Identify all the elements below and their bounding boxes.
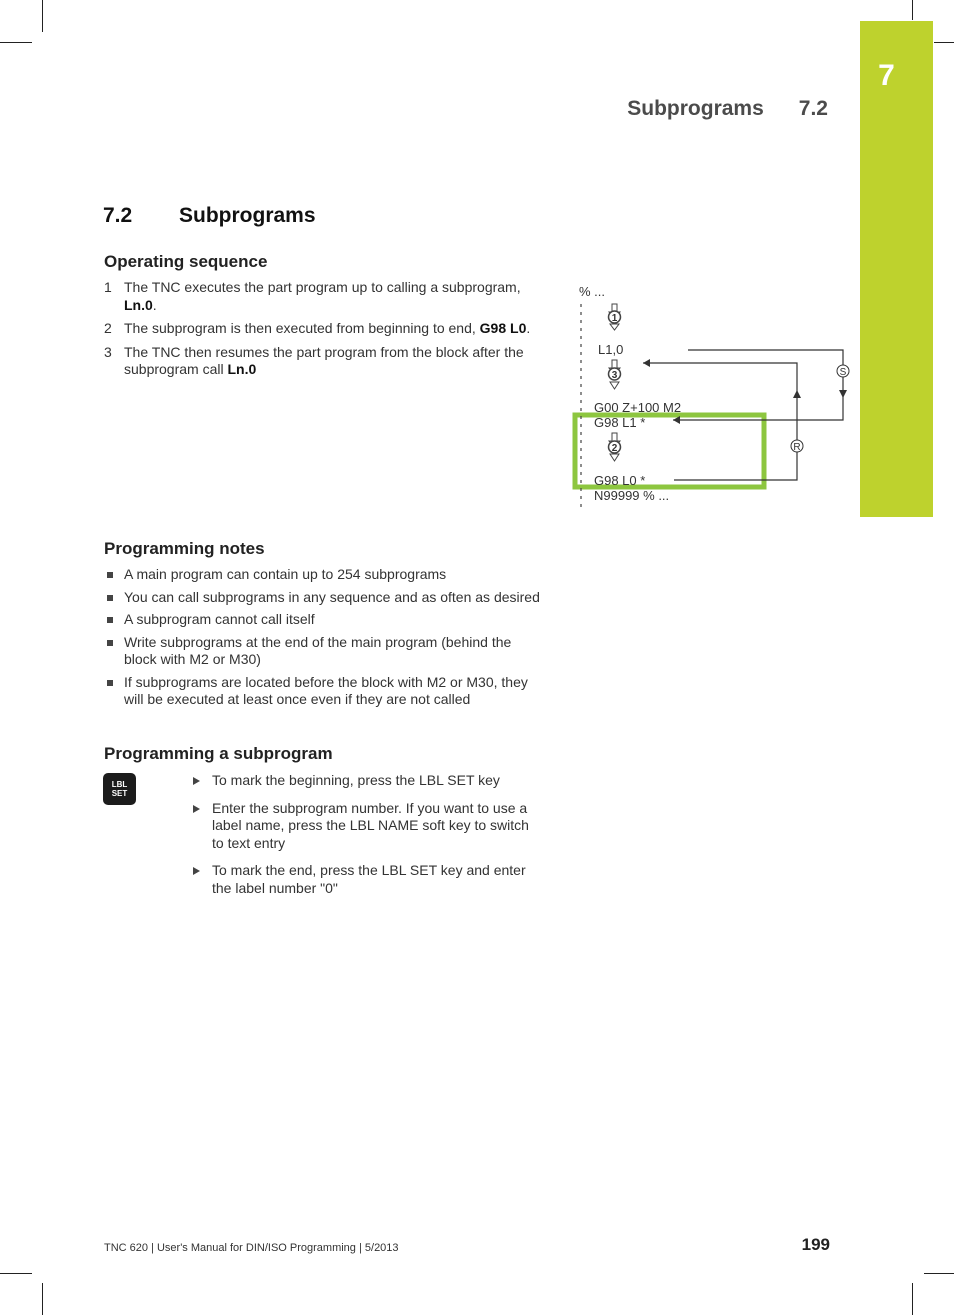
page-number: 199 (801, 1235, 830, 1254)
crop-mark (924, 1273, 954, 1274)
crop-mark (42, 1283, 43, 1315)
bullet-square-icon (107, 680, 113, 686)
section-heading (103, 204, 316, 228)
chapter-number: 7 (878, 59, 895, 92)
step-arrow-icon (193, 867, 200, 875)
step-1-arrow (609, 304, 621, 330)
step-item: To mark the beginning, press the LBL SET key (192, 772, 542, 790)
list-item: 2 The subprogram is then executed from beginning to end, G98 L0. (104, 320, 531, 336)
step-item: To mark the end, press the LBL SET key and enter the label number "0" (192, 862, 542, 897)
step-badge-1: 1 (611, 313, 618, 324)
code-term: G98 L0 (479, 320, 527, 336)
list-item: A subprogram cannot call itself (104, 611, 544, 629)
crop-mark (912, 0, 913, 20)
programming-notes-list (104, 566, 544, 714)
crop-mark (934, 42, 954, 43)
bullet-square-icon (107, 640, 113, 646)
label-r: R (793, 442, 801, 453)
list-item: A main program can contain up to 254 subprograms (104, 566, 544, 584)
list-item: If subprograms are located before the block with M2 or M30, they will be executed at least once even if they are not called (104, 674, 544, 709)
running-head-title: Subprograms (627, 97, 764, 120)
list-item: 1 The TNC executes the part program up to calling a subprogram, Ln.0. (104, 279, 521, 313)
step-arrow-icon (193, 777, 200, 785)
section-title: Subprograms (179, 204, 316, 227)
list-number: 1 (104, 279, 112, 295)
line-g00: G00 Z+100 M2 (594, 400, 682, 415)
subprogram-flow-diagram (570, 282, 860, 512)
operating-sequence-heading: Operating sequence (104, 252, 268, 271)
operating-sequence-list (104, 279, 544, 384)
crop-mark (0, 1273, 32, 1274)
label-s: S (839, 367, 847, 378)
list-item: You can call subprograms in any sequence and as often as desired (104, 589, 544, 607)
chapter-tab (860, 21, 933, 517)
list-item: 3 The TNC then resumes the part program from the block after the subprogram call Ln.0 (104, 343, 524, 377)
section-number: 7.2 (103, 204, 133, 227)
crop-mark (0, 42, 32, 43)
footer-text: TNC 620 | User's Manual for DIN/ISO Programming | 5/2013 (104, 1242, 399, 1254)
line-l10: L1,0 (598, 342, 624, 357)
step-3-arrow (609, 360, 621, 389)
list-item: Write subprograms at the end of the main program (behind the block with M2 or M30) (104, 634, 544, 669)
step-badge-3: 3 (611, 370, 618, 381)
programming-subprogram-heading: Programming a subprogram (104, 744, 333, 763)
bullet-square-icon (107, 595, 113, 601)
list-number: 3 (104, 343, 112, 360)
running-head-section: 7.2 (798, 97, 828, 120)
line-g98-l0: G98 L0 * (594, 473, 646, 488)
programming-steps-list (192, 772, 542, 907)
step-arrow-icon (193, 805, 200, 813)
step-badge-2: 2 (611, 443, 618, 454)
bullet-square-icon (107, 572, 113, 578)
list-number: 2 (104, 320, 112, 336)
crop-mark (912, 1283, 913, 1315)
line-g98-l1: G98 L1 * (594, 415, 646, 430)
line-n99999: N99999 % ... (594, 488, 670, 503)
crop-mark (42, 0, 43, 32)
step-2-arrow (609, 433, 621, 461)
code-term: Ln.0 (227, 361, 257, 377)
lbl-set-key-icon: LBL SET (103, 773, 136, 805)
step-item: Enter the subprogram number. If you want to use a label name, press the LBL NAME soft key to switch to text entry (192, 800, 542, 853)
programming-notes-heading: Programming notes (104, 539, 265, 558)
line-percent: % ... (579, 284, 606, 299)
code-term: Ln.0 (124, 296, 153, 313)
bullet-square-icon (107, 617, 113, 623)
running-head (560, 97, 828, 121)
